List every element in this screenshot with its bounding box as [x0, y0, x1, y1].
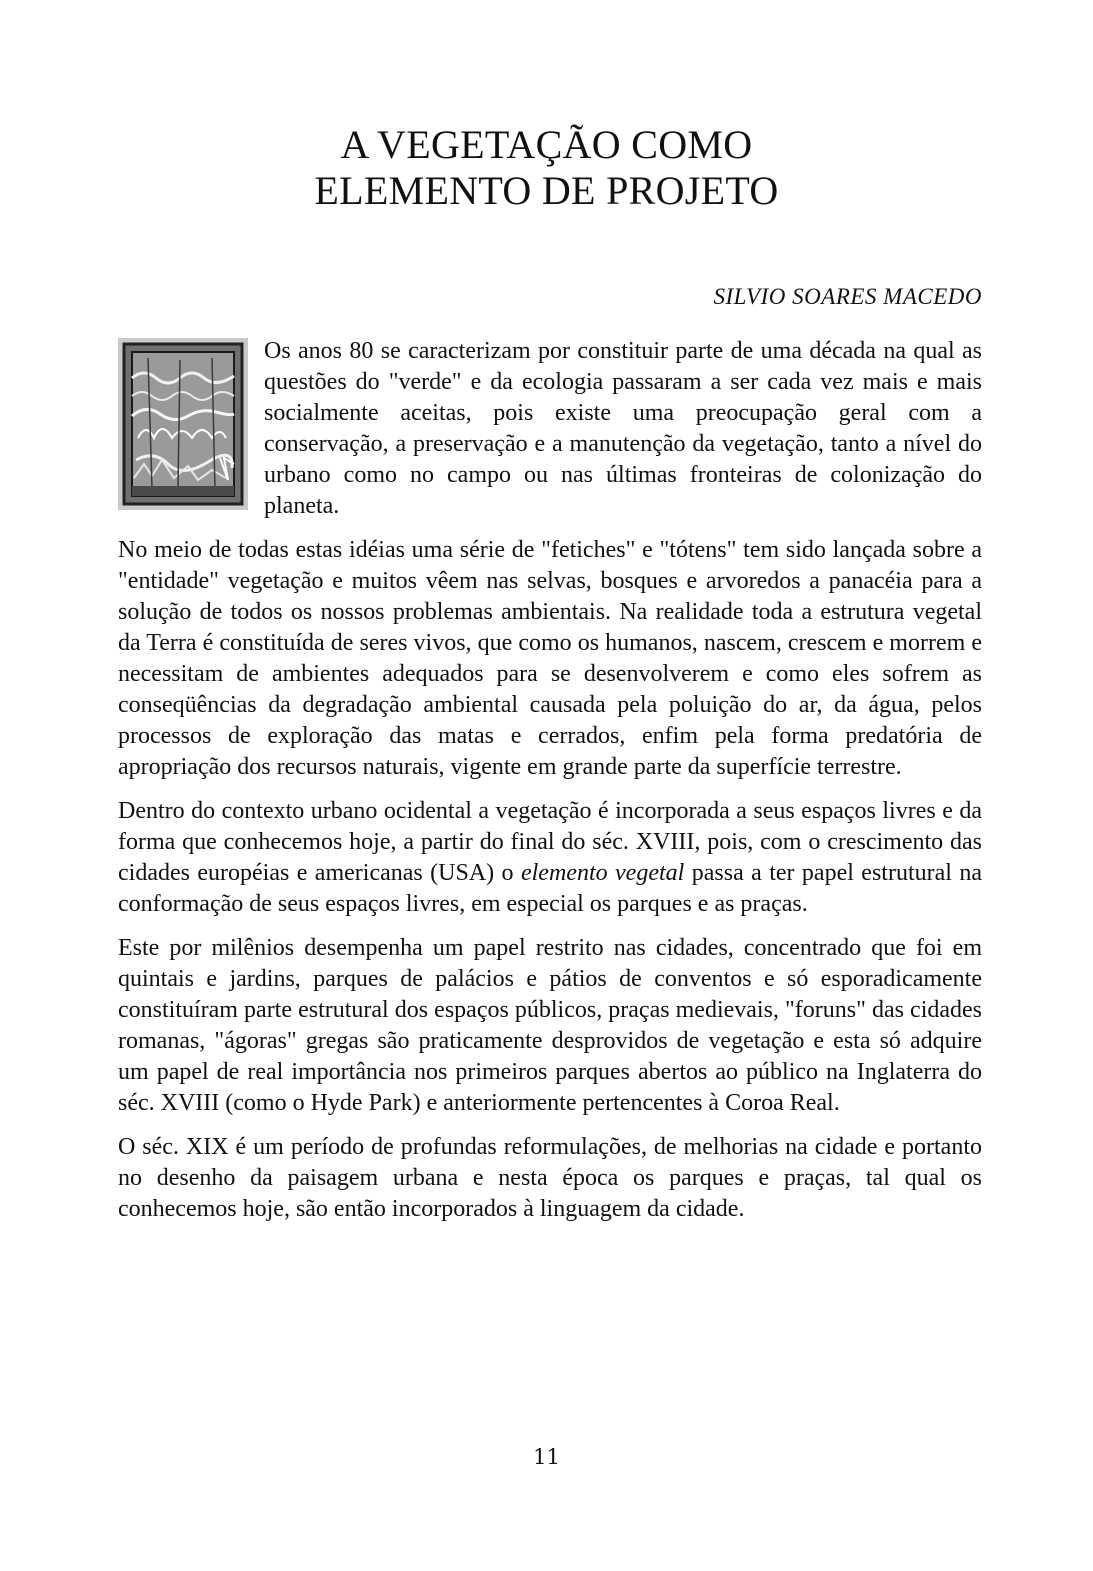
- paragraph-3-text-start: Dentro do contexto urbano ocidental a vegetação é incorporada a seus espaços livres e da forma que conhecemos hoje, a partir do final do séc. XVIII, pois, com o crescimento das cidades européias e americanas (USA) o: [118, 798, 982, 886]
- paragraph-3: [118, 796, 982, 920]
- paragraph-4: Este por milênios desempenha um papel restrito nas cidades, concentrado que foi em quintais e jardins, parques de palácios e pátios de conventos e só esporadicamente constituíram parte estrutural dos espaços públicos, praças medievais, "foruns" das cidades romanas, "ágoras" gregas são praticamente desprovidos de vegetação e esta só adquire um papel de real importância nos primeiros parques abertos ao público na Inglaterra do séc. XVIII (como o Hyde Park) e anteriormente pertencentes à Coroa Real.: [118, 935, 982, 1116]
- article-title: [0, 122, 1093, 214]
- paragraph-3-emphasis: elemento vegetal: [520, 860, 685, 886]
- landscape-woodcut-icon: [118, 338, 248, 510]
- paragraph-2: No meio de todas estas idéias uma série de "fetiches" e "tótens" tem sido lançada sobre a "entidade" vegetação e muitos vêem nas selvas, bosques e arvoredos a panacéia para a solução de todos os nossos problemas ambientais. Na realidade toda a estrutura vegetal da Terra é constituída de seres vivos, que como os humanos, nascem, crescem e morrem e necessitam de ambientes adequados para se desenvolverem e como eles sofrem as conseqüências da degradação ambiental causada pela poluição do ar, da água, pelos processos de exploração das matas e cerrados, enfim pela forma predatória de apropriação dos recursos naturais, vigente em grande parte da superfície terrestre.: [118, 537, 982, 780]
- title-line-2: ELEMENTO DE PROJETO: [314, 168, 779, 213]
- paragraph-1: Os anos 80 se caracterizam por constituir parte de uma década na qual as questões do "verde" e da ecologia passaram a ser cada vez mais e mais socialmente aceitas, pois existe uma preocupação geral com a conservação, a preservação e a manutenção da vegetação, tanto a nível do urbano como no campo ou nas últimas fronteiras de colonização do planeta.: [264, 338, 982, 519]
- title-line-1: A VEGETAÇÃO COMO: [340, 122, 753, 167]
- paragraph-5: O séc. XIX é um período de profundas reformulações, de melhorias na cidade e portanto no desenho da paisagem urbana e nesta época os parques e praças, tal qual os conhecemos hoje, são então incorporados à linguagem da cidade.: [118, 1134, 982, 1222]
- author-name: SILVIO SOARES MACEDO: [713, 284, 982, 309]
- article-body: [118, 336, 982, 1238]
- paragraph-3-text-end: passa a ter papel estrutural na conformação de seus espaços livres, em especial os parques e as praças.: [118, 860, 983, 917]
- page-number: 11: [533, 1445, 560, 1469]
